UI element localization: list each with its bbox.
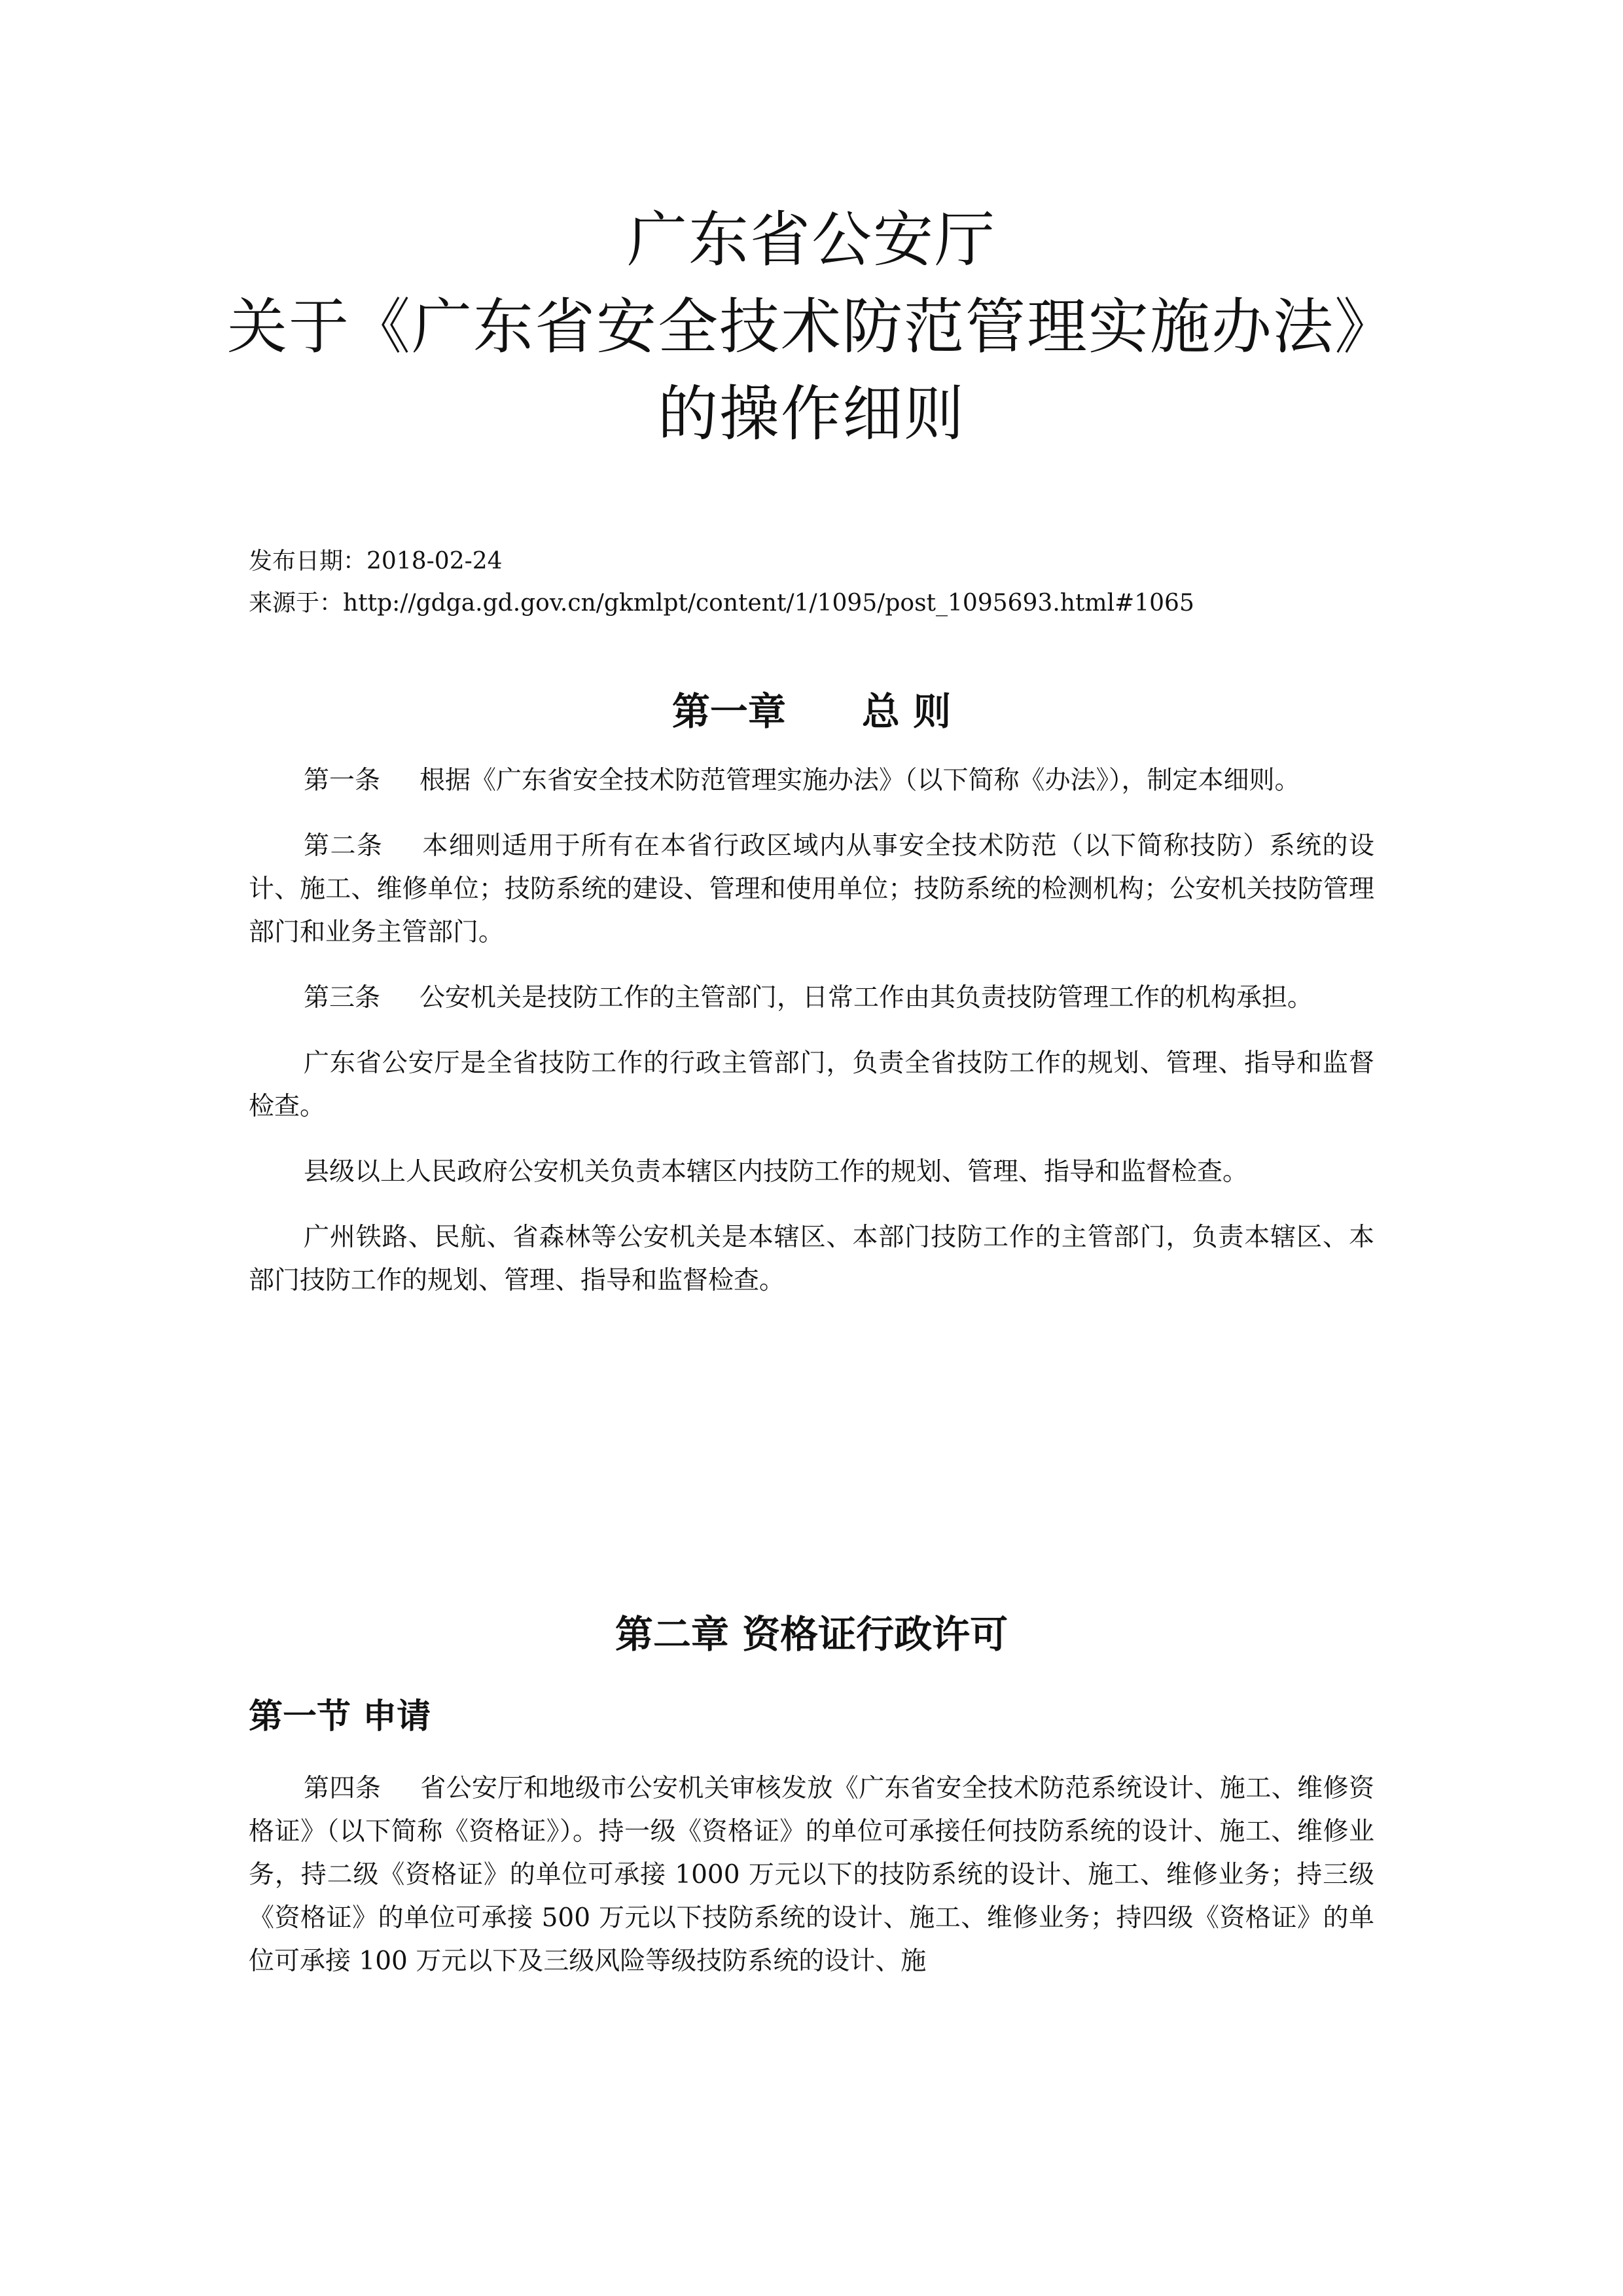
article-text: 省公安厅和地级市公安机关审核发放《广东省安全技术防范系统设计、施工、维修资格证》（以下简称《资格证》）。持一级《资格证》的单位可承接任何技防系统的设计、施工、维修业务，持二级《资格证》的单位可承接 1000 万元以下的技防系统的设计、施工、维修业务；持三级《资格证》的单位可承接 500 万元以下技防系统的设计、施工、维修业务；持四级《资格证》的单位可承接 100 万元以下及三级风险等级技防系统的设计、施 — [249, 1774, 1374, 1976]
article-number: 第一条 — [304, 766, 381, 795]
paragraph-text: 广东省公安厅是全省技防工作的行政主管部门，负责全省技防工作的规划、管理、指导和监督检查。 — [249, 1049, 1374, 1121]
chapter-2-body — [249, 1767, 1374, 1983]
article-1 — [249, 759, 1374, 802]
document-title — [0, 196, 1623, 457]
document-meta — [249, 541, 1194, 624]
chapter-2-heading: 第二章 资格证行政许可 — [615, 1612, 1008, 1657]
article-3-para-3 — [249, 1151, 1374, 1194]
article-text: 公安机关是技防工作的主管部门，日常工作由其负责技防管理工作的机构承担。 — [419, 983, 1313, 1013]
paragraph-text: 广州铁路、民航、省森林等公安机关是本辖区、本部门技防工作的主管部门，负责本辖区、本部门技防工作的规划、管理、指导和监督检查。 — [249, 1223, 1374, 1295]
source-line — [249, 583, 1194, 624]
publish-date-line — [249, 541, 1194, 583]
title-line-2: 关于《广东省安全技术防范管理实施办法》 — [226, 292, 1396, 362]
title-line-3: 的操作细则 — [657, 379, 965, 449]
article-3 — [249, 977, 1374, 1020]
publish-date: 2018-02-24 — [366, 548, 503, 575]
chapter-1-heading: 第一章 总 则 — [671, 689, 952, 734]
source-label: 来源于： — [249, 590, 344, 617]
article-number: 第三条 — [304, 983, 381, 1013]
publish-date-label: 发布日期： — [249, 548, 367, 575]
article-4 — [249, 1767, 1374, 1983]
article-3-para-4 — [249, 1216, 1374, 1302]
section-1-heading: 第一节 申请 — [249, 1697, 431, 1736]
source-url: http://gdga.gd.gov.cn/gkmlpt/content/1/1095/post_1095693.html#1065 — [343, 590, 1194, 617]
article-number: 第二条 — [304, 831, 383, 861]
article-text: 本细则适用于所有在本省行政区域内从事安全技术防范（以下简称技防）系统的设计、施工、维修单位；技防系统的建设、管理和使用单位；技防系统的检测机构；公安机关技防管理部门和业务主管部门。 — [249, 831, 1374, 947]
title-line-1: 广东省公安厅 — [626, 205, 996, 275]
paragraph-text: 县级以上人民政府公安机关负责本辖区内技防工作的规划、管理、指导和监督检查。 — [304, 1157, 1249, 1187]
article-3-para-2 — [249, 1042, 1374, 1128]
article-number: 第四条 — [304, 1774, 382, 1803]
article-2 — [249, 825, 1374, 954]
article-text: 根据《广东省安全技术防范管理实施办法》（以下简称《办法》），制定本细则。 — [419, 766, 1300, 795]
chapter-1-body — [249, 759, 1374, 1302]
